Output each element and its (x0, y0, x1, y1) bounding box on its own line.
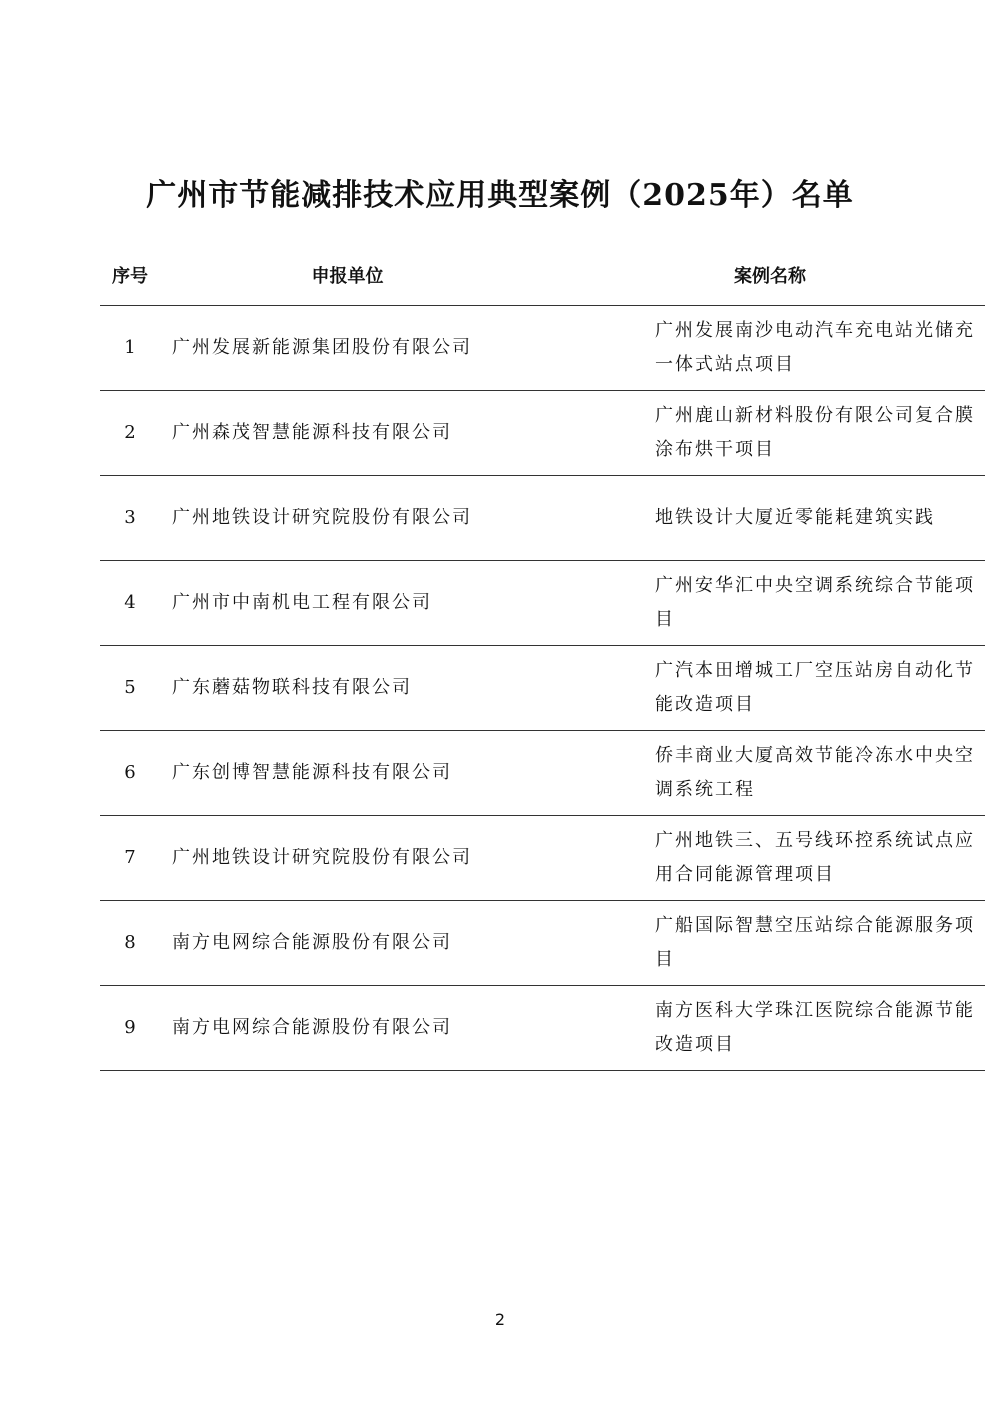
row-index: 9 (100, 986, 160, 1071)
table-row (100, 306, 985, 391)
row-unit: 南方电网综合能源股份有限公司 (160, 986, 585, 1071)
case-table (100, 245, 985, 1071)
header-unit: 申报单位 (160, 245, 585, 306)
row-case: 侨丰商业大厦高效节能冷冻水中央空调系统工程 (585, 731, 985, 816)
table-row (100, 391, 985, 476)
table-row (100, 561, 985, 646)
header-case: 案例名称 (585, 245, 985, 306)
row-case: 广州安华汇中央空调系统综合节能项目 (585, 561, 985, 646)
row-index: 3 (100, 476, 160, 561)
row-unit: 广州发展新能源集团股份有限公司 (160, 306, 585, 391)
row-unit: 广东蘑菇物联科技有限公司 (160, 646, 585, 731)
row-index: 4 (100, 561, 160, 646)
row-unit: 广州地铁设计研究院股份有限公司 (160, 476, 585, 561)
row-case: 广州地铁三、五号线环控系统试点应用合同能源管理项目 (585, 816, 985, 901)
row-case: 广汽本田增城工厂空压站房自动化节能改造项目 (585, 646, 985, 731)
row-unit: 广州地铁设计研究院股份有限公司 (160, 816, 585, 901)
row-unit: 广州森茂智慧能源科技有限公司 (160, 391, 585, 476)
table-header-row (100, 245, 985, 306)
row-case: 地铁设计大厦近零能耗建筑实践 (585, 476, 985, 561)
row-index: 7 (100, 816, 160, 901)
table-row (100, 476, 985, 561)
row-index: 5 (100, 646, 160, 731)
table-row (100, 816, 985, 901)
row-case: 广州发展南沙电动汽车充电站光储充一体式站点项目 (585, 306, 985, 391)
row-case: 南方医科大学珠江医院综合能源节能改造项目 (585, 986, 985, 1071)
table-row (100, 731, 985, 816)
row-case: 广船国际智慧空压站综合能源服务项目 (585, 901, 985, 986)
row-unit: 广东创博智慧能源科技有限公司 (160, 731, 585, 816)
row-unit: 南方电网综合能源股份有限公司 (160, 901, 585, 986)
row-index: 1 (100, 306, 160, 391)
row-index: 6 (100, 731, 160, 816)
table-row (100, 901, 985, 986)
table-row (100, 986, 985, 1071)
row-index: 2 (100, 391, 160, 476)
document-title: 广州市节能减排技术应用典型案例（2025年）名单 (146, 178, 854, 213)
page-number: 2 (494, 1310, 506, 1329)
row-index: 8 (100, 901, 160, 986)
row-case: 广州鹿山新材料股份有限公司复合膜涂布烘干项目 (585, 391, 985, 476)
table-row (100, 646, 985, 731)
row-unit: 广州市中南机电工程有限公司 (160, 561, 585, 646)
header-index: 序号 (100, 245, 160, 306)
